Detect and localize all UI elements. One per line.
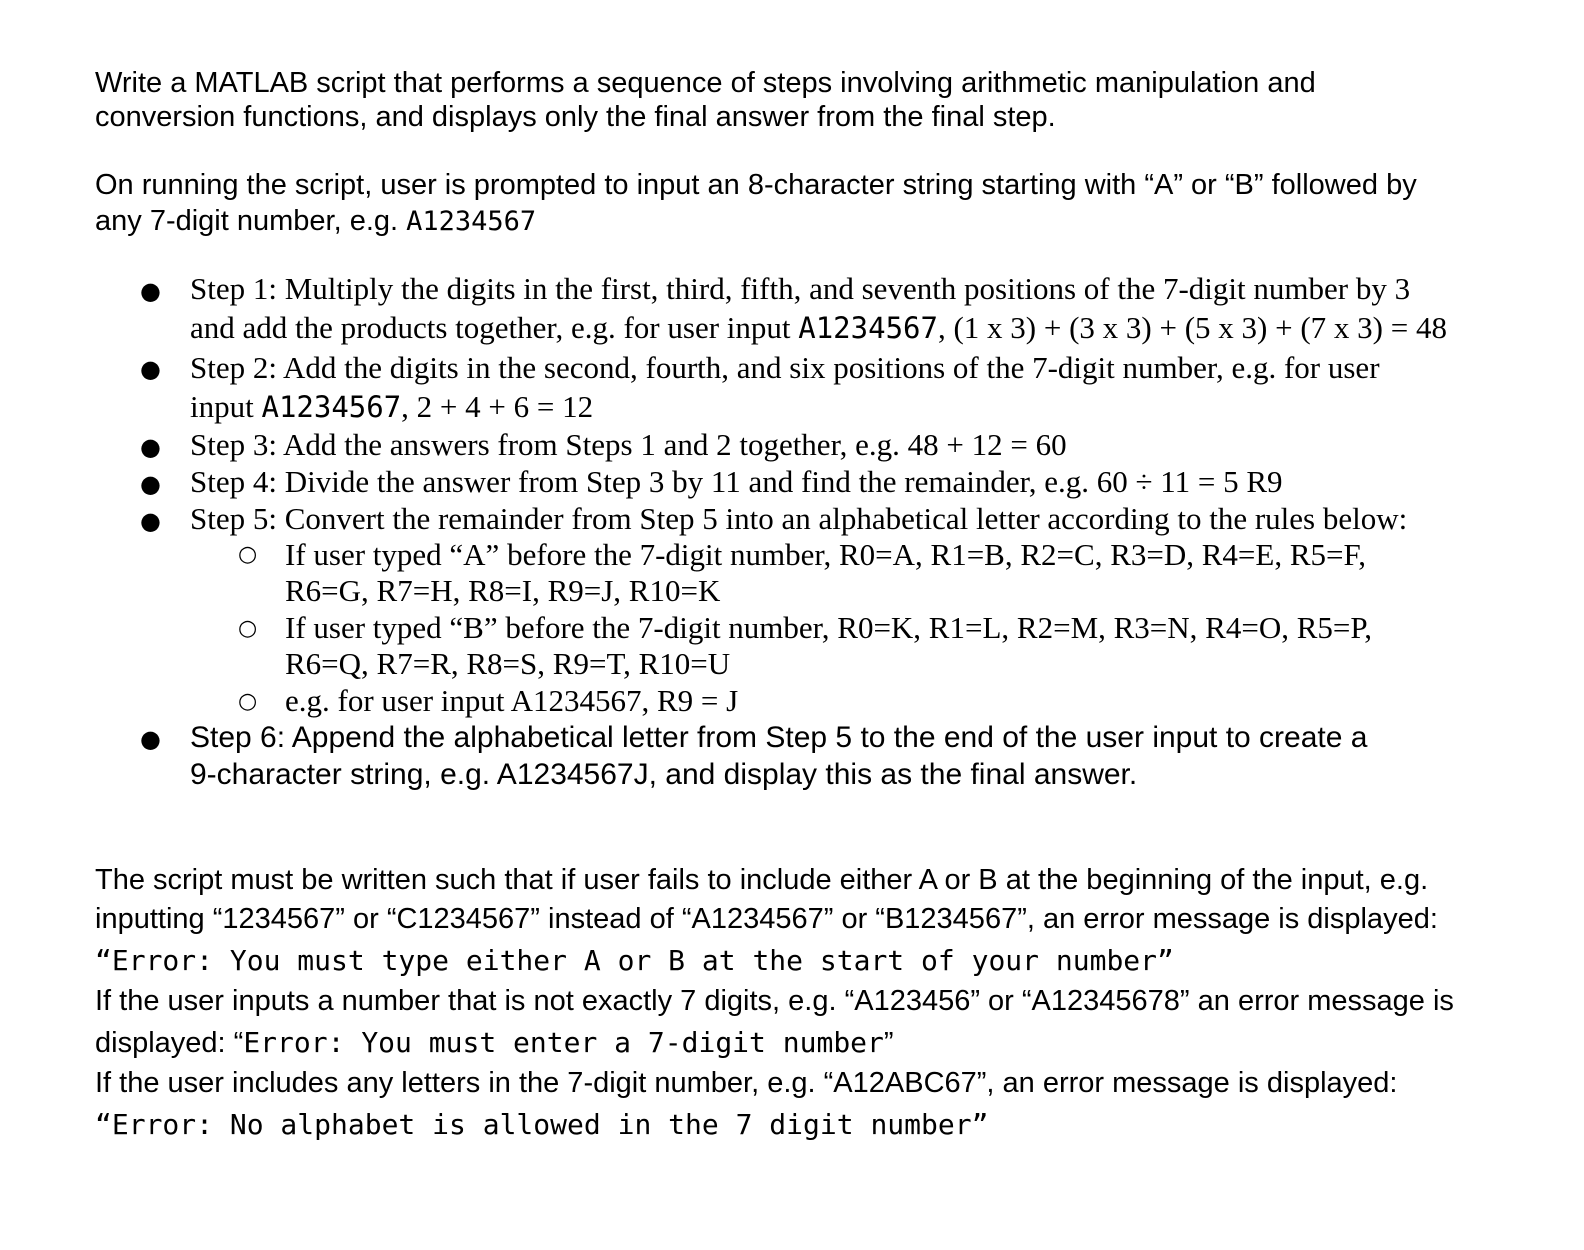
bullet-step-1: ●: [140, 277, 161, 305]
bullet-step-2: ●: [140, 355, 161, 383]
rule-a: [285, 537, 1455, 609]
error-line-6: If the user includes any letters in the 7-digit number, e.g. “A12ABC67”, an error message is displayed:: [95, 1067, 1398, 1099]
step-1-code: A1234567: [798, 310, 938, 345]
step-4: Step 4: Divide the answer from Step 3 by 11 and find the remainder, e.g. 60 ÷ 11 = 5 R9: [190, 464, 1283, 499]
prompt-example-code: A1234567: [406, 206, 537, 237]
step-2-code: A1234567: [261, 389, 402, 424]
step-1-line-2-pre: and add the products together, e.g. for user input: [190, 309, 799, 345]
bullet-step-3: ●: [140, 433, 161, 461]
sub-bullet-rule-b: ○: [238, 616, 258, 641]
prompt-line-2: [95, 203, 1515, 240]
bullet-step-5: ●: [140, 507, 161, 535]
rule-b-line-1: If user typed “B” before the 7-digit number, R0=K, R1=L, R2=M, R3=N, R4=O, R5=P,: [285, 610, 1372, 645]
rule-b: [285, 610, 1455, 682]
rule-a-line-2: R6=G, R7=H, R8=I, R9=J, R10=K: [285, 573, 721, 608]
step-1-line-2: [190, 309, 1480, 348]
prompt-line-1: On running the script, user is prompted to input an 8-character string starting with “A” or “B” followed by: [95, 169, 1417, 201]
error-message-1-code: “Error: You must type either A or B at the start of your number”: [95, 944, 1174, 977]
rule-b-line-2: R6=Q, R7=R, R8=S, R9=T, R10=U: [285, 646, 731, 681]
rule-example: e.g. for user input A1234567, R9 = J: [285, 683, 739, 718]
intro-line-2: conversion functions, and displays only the final answer from the final step.: [95, 101, 1056, 133]
error-message-2-code: Error: You must enter a 7-digit number: [243, 1026, 884, 1059]
bullet-step-6: ●: [140, 725, 161, 753]
error-message-1: [95, 940, 1515, 986]
intro-paragraph: [95, 66, 1515, 134]
step-6: [190, 720, 1480, 793]
bullet-step-4: ●: [140, 470, 161, 498]
prompt-line-2-text: any 7-digit number, e.g.: [95, 205, 407, 237]
error-line-5: [95, 1022, 1515, 1064]
step-2: [190, 349, 1480, 426]
step-5: Step 5: Convert the remainder from Step 5 into an alphabetical letter according to the rules below:: [190, 501, 1408, 536]
error-message-3: [95, 1104, 1515, 1150]
error-line-5-end: ”: [883, 1027, 894, 1059]
step-3: Step 3: Add the answers from Steps 1 and 2 together, e.g. 48 + 12 = 60: [190, 427, 1067, 462]
sub-bullet-example: ○: [238, 689, 258, 714]
prompt-paragraph: [95, 167, 1515, 240]
error-line-1: The script must be written such that if user fails to include either A or B at the beginning of the input, e.g.: [95, 864, 1429, 896]
step-6-line-1: Step 6: Append the alphabetical letter from Step 5 to the end of the user input to create a: [190, 721, 1368, 754]
error-line-4: If the user inputs a number that is not exactly 7 digits, e.g. “A123456” or “A12345678” an error message is: [95, 985, 1454, 1017]
sub-bullet-rule-a: ○: [238, 542, 258, 567]
error-line-2: inputting “1234567” or “C1234567” instead of “A1234567” or “B1234567”, an error message is displayed:: [95, 903, 1438, 935]
error-message-3-code: “Error: No alphabet is allowed in the 7 digit number”: [95, 1108, 989, 1141]
step-2-line-1: Step 2: Add the digits in the second, fourth, and six positions of the 7-digit number, e.g. for user: [190, 350, 1380, 385]
error-line-5-text: displayed: “: [95, 1027, 244, 1059]
step-1: [190, 270, 1480, 347]
step-2-line-2-post: , 2 + 4 + 6 = 12: [401, 388, 594, 424]
step-2-line-2: [190, 388, 1480, 427]
intro-line-1: Write a MATLAB script that performs a sequence of steps involving arithmetic manipulation and: [95, 67, 1316, 99]
step-1-line-2-post: , (1 x 3) + (3 x 3) + (5 x 3) + (7 x 3) = 48: [937, 309, 1447, 345]
step-6-line-2: 9-character string, e.g. A1234567J, and display this as the final answer.: [190, 757, 1138, 791]
step-2-line-2-pre: input: [190, 388, 262, 424]
rule-a-line-1: If user typed “A” before the 7-digit number, R0=A, R1=B, R2=C, R3=D, R4=E, R5=F,: [285, 537, 1367, 572]
step-1-line-1: Step 1: Multiply the digits in the first, third, fifth, and seventh positions of the 7-digit number by 3: [190, 271, 1411, 306]
